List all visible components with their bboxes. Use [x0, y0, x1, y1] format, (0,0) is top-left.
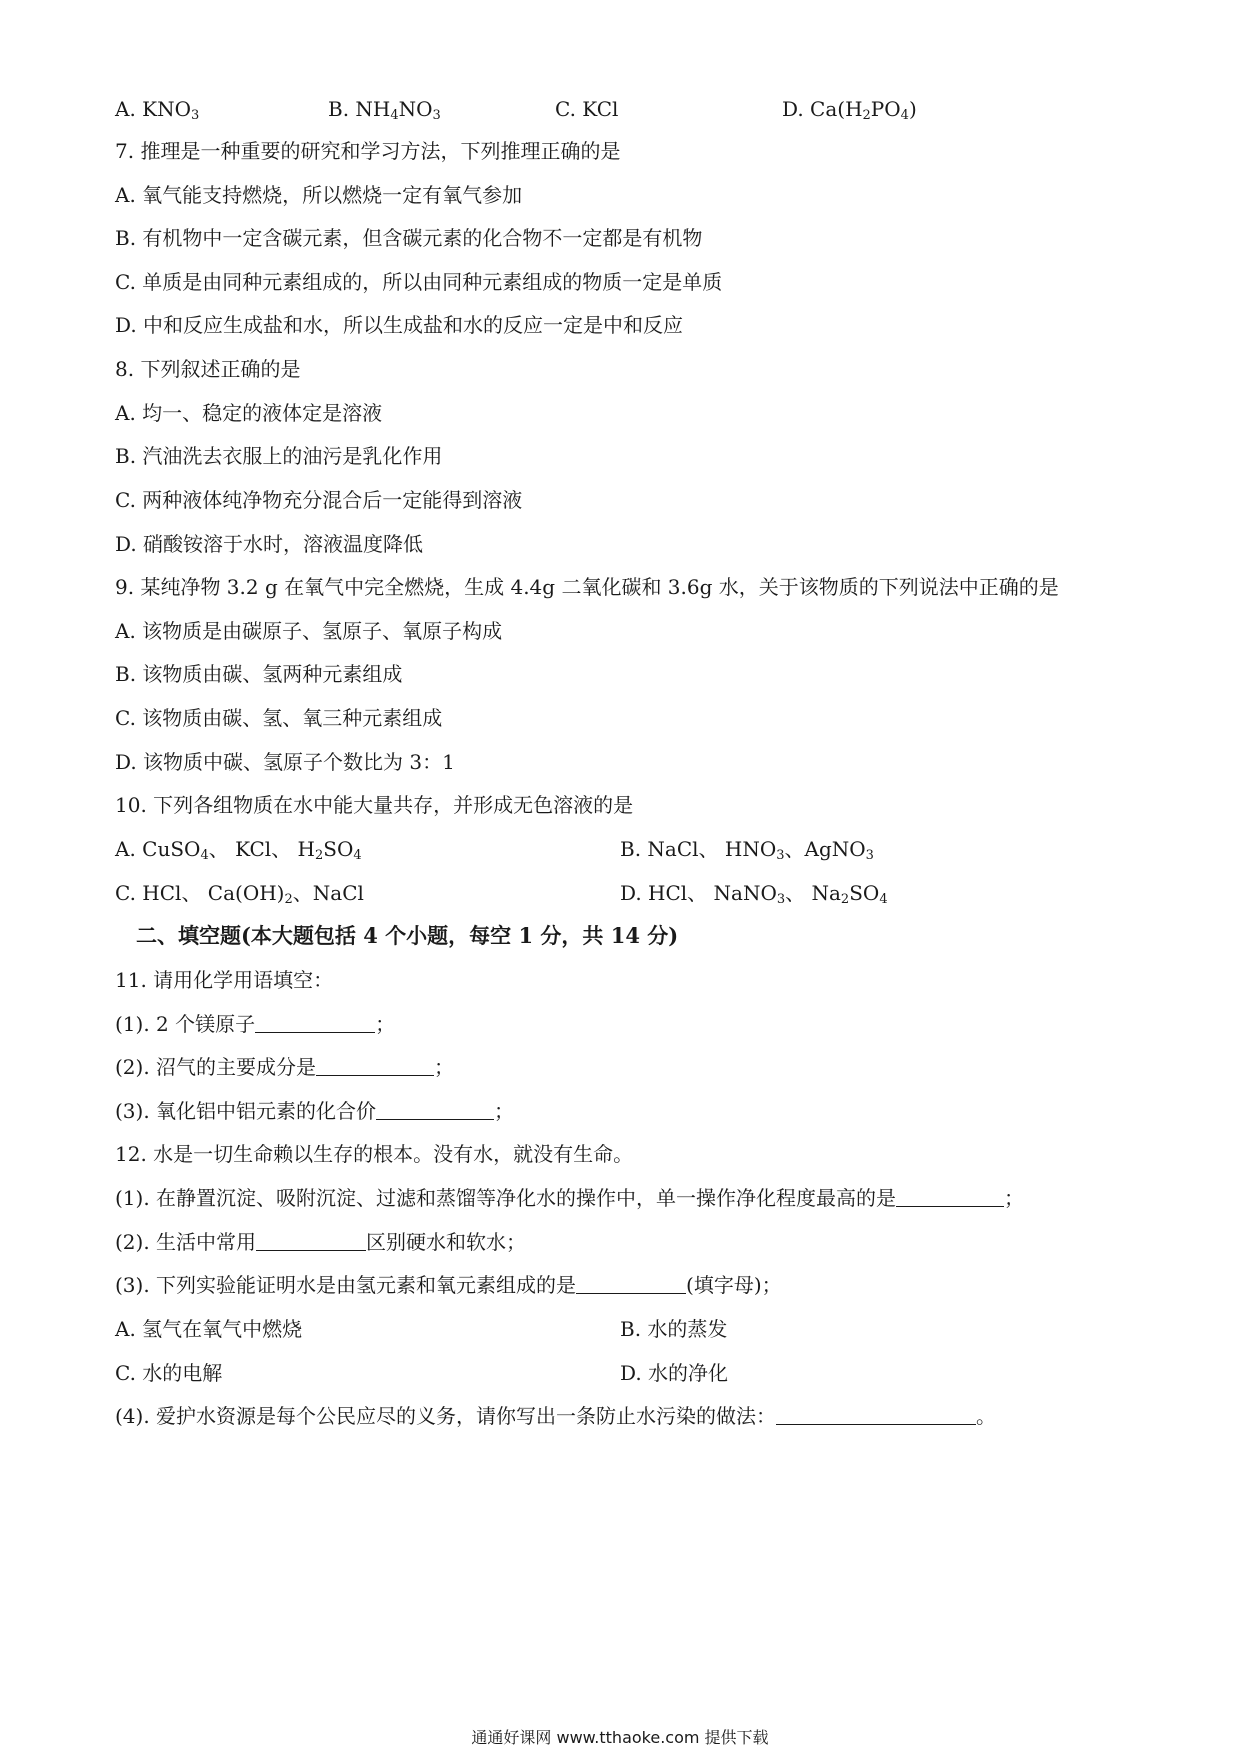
q12-option-c: C. 水的电解 [115, 1361, 223, 1385]
q12-part-3: (3). 下列实验能证明水是由氢元素和氧元素组成的是 (填字母)； [115, 1273, 782, 1297]
q6-option-a: A. $KNO_3$ [115, 97, 200, 123]
q9-stem: 9. 某纯净物 3.2 g 在氧气中完全燃烧，生成 4.4g 二氧化碳和 3.6g 水，关于该物质的下列说法中正确的是 [115, 575, 1059, 599]
answer-blank[interactable] [776, 1404, 976, 1425]
q7-option-a: A. 氧气能支持燃烧，所以燃烧一定有氧气参加 [115, 183, 523, 207]
q6-option-b: B. $NH_4NO_3$ [328, 97, 441, 123]
q9-option-d: D. 该物质中碳、氢原子个数比为 3：1 [115, 750, 455, 774]
q10-option-a: A. CuSO$_4$、 KCl、 $H_2SO_4$ [115, 837, 362, 863]
answer-blank[interactable] [255, 1012, 375, 1033]
q12-part-2: (2). 生活中常用 区别硬水和软水； [115, 1230, 527, 1254]
q12-stem: 12. 水是一切生命赖以生存的根本。没有水，就没有生命。 [115, 1142, 634, 1166]
q12-part-1: (1). 在静置沉淀、吸附沉淀、过滤和蒸馏等净化水的操作中，单一操作净化程度最高的是 ； [115, 1186, 1025, 1210]
q12-option-b: B. 水的蒸发 [620, 1317, 728, 1341]
q6-option-c: C. KCl [555, 97, 619, 121]
q7-stem: 7. 推理是一种重要的研究和学习方法，下列推理正确的是 [115, 139, 621, 163]
q7-option-d: D. 中和反应生成盐和水，所以生成盐和水的反应一定是中和反应 [115, 313, 684, 337]
page-footer: 通通好课网 www.tthaoke.com 提供下载 [471, 1728, 769, 1747]
q10-option-c: C. HCl、 $Ca(OH)_2$、NaCl [115, 881, 364, 907]
answer-blank[interactable] [256, 1230, 366, 1251]
q11-part-2: (2). 沼气的主要成分是 ； [115, 1055, 455, 1079]
q8-stem: 8. 下列叙述正确的是 [115, 357, 301, 381]
q8-option-b: B. 汽油洗去衣服上的油污是乳化作用 [115, 444, 443, 468]
q10-option-d: D. HCl、 NaNO$_3$、 $Na_2SO_4$ [620, 881, 888, 907]
q11-stem: 11. 请用化学用语填空： [115, 968, 334, 992]
answer-blank[interactable] [576, 1273, 686, 1294]
q7-option-b: B. 有机物中一定含碳元素，但含碳元素的化合物不一定都是有机物 [115, 226, 703, 250]
q12-option-a: A. 氢气在氧气中燃烧 [115, 1317, 303, 1341]
q9-option-b: B. 该物质由碳、氢两种元素组成 [115, 662, 403, 686]
answer-blank[interactable] [896, 1186, 1004, 1207]
section-2-heading: 二、填空题(本大题包括 4 个小题，每空 1 分，共 14 分) [136, 923, 679, 948]
q12-part-4: (4). 爱护水资源是每个公民应尽的义务，请你写出一条防止水污染的做法： 。 [115, 1404, 997, 1428]
q11-part-3: (3). 氧化铝中铝元素的化合价 ； [115, 1099, 515, 1123]
q8-option-a: A. 均一、稳定的液体定是溶液 [115, 401, 383, 425]
q7-option-c: C. 单质是由同种元素组成的，所以由同种元素组成的物质一定是单质 [115, 270, 723, 294]
q8-option-d: D. 硝酸铵溶于水时，溶液温度降低 [115, 532, 424, 556]
q8-option-c: C. 两种液体纯净物充分混合后一定能得到溶液 [115, 488, 523, 512]
q6-option-d: D. $Ca(H_2PO_4)$ [782, 97, 917, 123]
q12-option-d: D. 水的净化 [620, 1361, 729, 1385]
answer-blank[interactable] [316, 1055, 434, 1076]
q11-part-1: (1). 2 个镁原子 ； [115, 1012, 396, 1036]
q10-stem: 10. 下列各组物质在水中能大量共存，并形成无色溶液的是 [115, 793, 634, 817]
q9-option-a: A. 该物质是由碳原子、氢原子、氧原子构成 [115, 619, 503, 643]
answer-blank[interactable] [376, 1099, 494, 1120]
q9-option-c: C. 该物质由碳、氢、氧三种元素组成 [115, 706, 443, 730]
q10-option-b: B. NaCl、 $HNO_3$、AgNO$_3$ [620, 837, 874, 863]
